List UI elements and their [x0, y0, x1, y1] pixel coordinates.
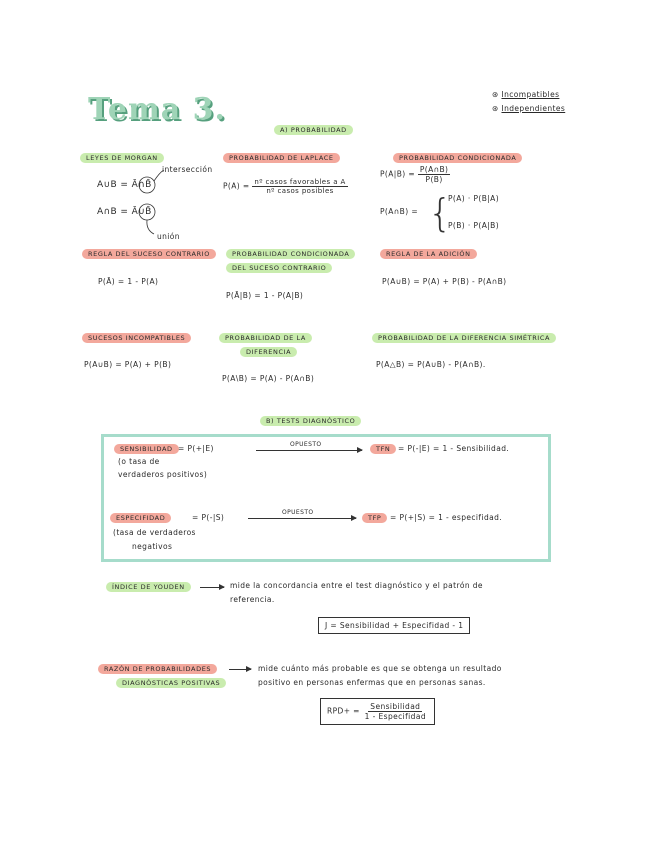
bullet-icon: ⊛	[492, 90, 502, 99]
cond-contrary-label-2: DEL SUCESO CONTRARIO	[226, 263, 332, 273]
bullet-icon: ⊛	[492, 104, 502, 113]
difference-formula: P(A\B) = P(A) - P(A∩B)	[222, 374, 315, 383]
rpd-description-1: mide cuánto más probable es que se obtenga un resultado	[258, 664, 502, 673]
specificity-note-1: (tasa de verdaderos	[113, 528, 196, 537]
morgan-line-2: A∩B = Ā∪B̄	[97, 207, 152, 217]
specificity-formula: = P(-|S)	[192, 513, 225, 522]
rpd-description-2: positivo en personas enfermas que en personas sanas.	[258, 678, 486, 687]
conditional-lhs: P(A|B) =	[380, 169, 416, 179]
section-b-heading: B) TESTS DIAGNÓSTICO	[260, 416, 361, 426]
rpd-label-1: RAZÓN DE PROBABILIDADES	[98, 664, 217, 674]
addition-formula: P(A∪B) = P(A) + P(B) - P(A∩B)	[382, 277, 507, 286]
contrary-label: REGLA DEL SUCESO CONTRARIO	[82, 249, 216, 259]
conditional-option-1: P(A) · P(B|A)	[448, 194, 500, 203]
contrary-formula: P(Ā) = 1 - P(A)	[98, 277, 159, 286]
morgan-note-union: unión	[157, 232, 180, 241]
laplace-denominator: nº casos posibles	[266, 187, 334, 195]
morgan-line-1: A∪B = Ā∩B̄	[97, 180, 152, 190]
laplace-numerator: nº casos favorables a A	[254, 178, 346, 186]
sensitivity-formula: = P(+|E)	[178, 444, 214, 453]
youden-label: ÍNDICE DE YOUDEN	[106, 582, 191, 592]
rpd-formula	[320, 698, 435, 725]
opposite-label-2: OPUESTO	[282, 509, 314, 516]
addition-label: REGLA DE LA ADICIÓN	[380, 249, 477, 259]
symdiff-formula: P(A△B) = P(A∪B) - P(A∩B).	[376, 360, 486, 369]
cond-contrary-formula: P(Ā|B) = 1 - P(A|B)	[226, 291, 304, 300]
sensitivity-note-2: verdaderos positivos)	[118, 470, 208, 479]
tfn-label: TFN	[370, 444, 396, 454]
incompatible-formula: P(A∪B) = P(A) + P(B)	[84, 360, 172, 369]
conditional-label: PROBABILIDAD CONDICIONADA	[393, 153, 522, 163]
arrow-right-icon	[200, 587, 224, 588]
youden-description-1: mide la concordancia entre el test diagnóstico y el patrón de	[230, 581, 483, 590]
rpd-denominator: 1 - Especifidad	[364, 712, 426, 721]
laplace-lhs: P(A) =	[223, 181, 250, 191]
sensitivity-label: SENSIBILIDAD	[114, 444, 179, 454]
tfp-formula: = P(+|S) = 1 - especifidad.	[390, 513, 503, 522]
cond-contrary-label-1: PROBABILIDAD CONDICIONADA	[226, 249, 355, 259]
sensitivity-note-1: (o tasa de	[118, 457, 160, 466]
arrow-right-icon	[256, 450, 362, 451]
laplace-formula	[223, 178, 348, 195]
laplace-label: PROBABILIDAD DE LAPLACE	[223, 153, 340, 163]
morgan-label: LEYES DE MORGAN	[80, 153, 164, 163]
incompatible-label: SUCESOS INCOMPATIBLES	[82, 333, 191, 343]
section-a-heading: A) PROBABILIDAD	[274, 125, 353, 135]
morgan-note-intersection: intersección	[162, 165, 213, 174]
brace-icon: {	[428, 191, 453, 235]
legend-incompatibles: ⊛ Incompatibles	[492, 90, 560, 99]
conditional-intersection-lhs: P(A∩B) =	[380, 207, 419, 216]
conditional-denominator: P(B)	[425, 175, 443, 184]
youden-formula: J = Sensibilidad + Especifidad - 1	[318, 617, 470, 634]
conditional-formula	[380, 165, 450, 184]
arrow-right-icon	[248, 518, 356, 519]
rpd-label-2: DIAGNÓSTICAS POSITIVAS	[116, 678, 226, 688]
specificity-label: ESPECIFIDAD	[110, 513, 171, 523]
tfn-formula: = P(-|E) = 1 - Sensibilidad.	[398, 444, 510, 453]
symdiff-label: PROBABILIDAD DE LA DIFERENCIA SIMÉTRICA	[372, 333, 556, 343]
conditional-numerator: P(A∩B)	[419, 165, 449, 174]
difference-label-2: DIFERENCIA	[240, 347, 297, 357]
tfp-label: TFP	[362, 513, 387, 523]
page-title: Tema 3.	[88, 92, 226, 127]
conditional-option-2: P(B) · P(A|B)	[448, 221, 500, 230]
rpd-numerator: Sensibilidad	[370, 702, 421, 711]
legend-independientes: ⊛ Independientes	[492, 104, 566, 113]
rpd-lhs: RPD+ =	[327, 706, 360, 716]
opposite-label-1: OPUESTO	[290, 441, 322, 448]
morgan-arrows	[130, 170, 190, 240]
arrow-right-icon	[229, 669, 251, 670]
difference-label-1: PROBABILIDAD DE LA	[219, 333, 312, 343]
youden-description-2: referencia.	[230, 595, 275, 604]
specificity-note-2: negativos	[132, 542, 173, 551]
